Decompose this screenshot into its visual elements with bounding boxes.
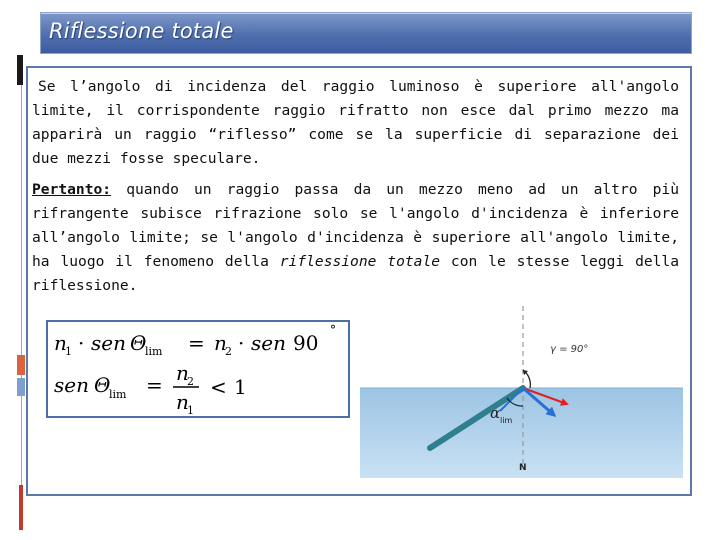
formula-dot-1: ·	[78, 331, 85, 355]
formula-equals-2: =	[146, 373, 163, 397]
paragraph-text-before: quando un raggio passa da un mezzo meno ad un altro più rifrangente subisce rifrazione solo se l'angolo d'incidenza è inferiore all’angolo limite; se l'angolo d'incidenza è superiore all'angolo limite, ha luogo il fenomeno della	[32, 181, 679, 270]
diagram-alpha-sub: lim	[500, 416, 513, 425]
formula-fraction-num: n	[176, 361, 189, 385]
formula-n1: n	[54, 331, 67, 355]
formula-fraction-den: n	[176, 390, 189, 414]
decorative-accent-blue	[17, 378, 25, 396]
paragraph-text-after: con le stesse leggi della riflessione.	[32, 253, 679, 294]
formula-dot-2: ·	[238, 331, 245, 355]
diagram-gamma-label: γ = 90°	[550, 344, 589, 355]
formula-n2-sub: 2	[225, 345, 232, 358]
formula-lim-sub-2: lim	[109, 388, 127, 401]
formula-less-than: <	[210, 375, 227, 399]
decorative-left-rule	[21, 85, 22, 530]
formula-lim-sub-1: lim	[145, 345, 163, 358]
diagram-alpha-label: α	[490, 404, 501, 422]
slide-title: Riflessione totale	[49, 19, 234, 43]
formula-n1-sub: 1	[65, 345, 72, 358]
paragraph-emphasis: riflessione totale	[279, 253, 441, 270]
total-reflection-diagram	[360, 298, 683, 478]
formula-box	[46, 320, 350, 418]
diagram-normal-label: N	[519, 463, 527, 473]
formula-fraction-num-sub: 2	[187, 375, 194, 388]
decorative-accent-red	[17, 355, 25, 375]
formula-theta-2: Θ	[94, 373, 111, 397]
diagram-svg	[360, 298, 683, 478]
formula-svg	[48, 322, 348, 416]
formula-degree: °	[330, 323, 336, 337]
paragraph-lead: Pertanto:	[32, 181, 112, 198]
formula-line-snell-limit	[54, 323, 336, 358]
formula-fraction-den-sub: 1	[187, 404, 194, 416]
formula-sen-2: sen	[251, 331, 286, 355]
slide-title-bar	[40, 12, 692, 54]
formula-theta-1: Θ	[130, 331, 147, 355]
decorative-accent-red-bottom	[19, 485, 23, 530]
paragraph-consequence	[32, 178, 679, 298]
diagram-air	[360, 298, 683, 388]
formula-line-ratio	[54, 361, 247, 416]
formula-n2: n	[214, 331, 227, 355]
formula-one: 1	[234, 375, 247, 399]
formula-angle-90: 90	[293, 331, 319, 355]
decorative-left-bar	[17, 55, 23, 85]
formula-sen-1: sen	[91, 331, 126, 355]
formula-equals-1: =	[188, 331, 205, 355]
formula-sen-3: sen	[54, 373, 89, 397]
paragraph-total-reflection-intro: Se l’angolo di incidenza del raggio luminoso è superiore all'angolo limite, il corrispondente raggio rifratto non esce dal primo mezzo ma apparirà un raggio “riflesso” come se la superficie di separazione dei due mezzi fosse speculare.	[32, 78, 679, 167]
